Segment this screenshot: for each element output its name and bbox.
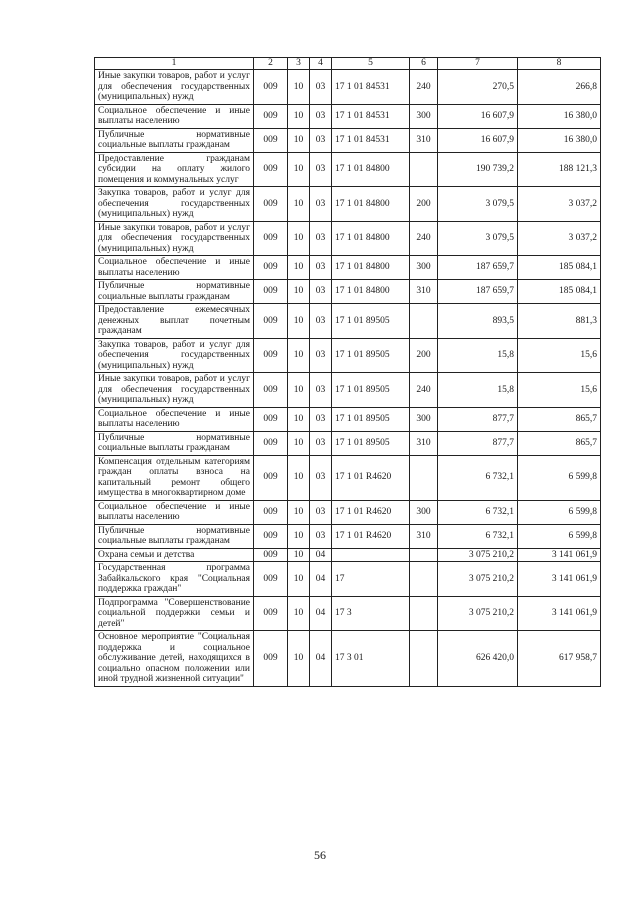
cell-ministry-code: 009 bbox=[254, 128, 288, 152]
table-row bbox=[95, 373, 601, 408]
cell-ministry-code: 009 bbox=[254, 500, 288, 524]
cell-subsection: 03 bbox=[310, 104, 332, 128]
column-header: 4 bbox=[310, 58, 332, 70]
column-header: 6 bbox=[410, 58, 438, 70]
cell-ministry-code: 009 bbox=[254, 562, 288, 597]
row-description: Компенсация отдельным категориям граждан оплаты взноса на капитальный ремонт общего имущества в многоквартирном доме bbox=[95, 455, 254, 500]
table-row bbox=[95, 596, 601, 631]
cell-amount-year2: 185 084,1 bbox=[518, 256, 601, 280]
cell-ministry-code: 009 bbox=[254, 431, 288, 455]
cell-amount-year2: 15,6 bbox=[518, 373, 601, 408]
cell-section: 10 bbox=[288, 104, 310, 128]
cell-amount-year1: 3 075 210,2 bbox=[438, 562, 518, 597]
cell-expense-type: 240 bbox=[410, 70, 438, 105]
table-row bbox=[95, 431, 601, 455]
cell-target-article: 17 1 01 84531 bbox=[332, 104, 410, 128]
cell-amount-year1: 190 739,2 bbox=[438, 152, 518, 187]
cell-subsection: 04 bbox=[310, 596, 332, 631]
cell-ministry-code: 009 bbox=[254, 373, 288, 408]
cell-target-article: 17 1 01 84800 bbox=[332, 280, 410, 304]
table-row bbox=[95, 631, 601, 687]
cell-target-article: 17 1 01 89505 bbox=[332, 407, 410, 431]
cell-target-article: 17 1 01 84531 bbox=[332, 70, 410, 105]
row-description: Предоставление гражданам субсидии на оплату жилого помещения и коммунальных услуг bbox=[95, 152, 254, 187]
table-row bbox=[95, 407, 601, 431]
cell-expense-type: 310 bbox=[410, 128, 438, 152]
cell-expense-type: 240 bbox=[410, 221, 438, 256]
row-description: Охрана семьи и детства bbox=[95, 548, 254, 562]
cell-target-article: 17 1 01 84800 bbox=[332, 221, 410, 256]
cell-expense-type bbox=[410, 152, 438, 187]
budget-table bbox=[94, 57, 601, 687]
cell-amount-year2: 3 141 061,9 bbox=[518, 548, 601, 562]
cell-amount-year1: 877,7 bbox=[438, 407, 518, 431]
cell-expense-type bbox=[410, 562, 438, 597]
table-row bbox=[95, 562, 601, 597]
cell-section: 10 bbox=[288, 152, 310, 187]
cell-subsection: 03 bbox=[310, 256, 332, 280]
cell-section: 10 bbox=[288, 596, 310, 631]
cell-target-article: 17 1 01 89505 bbox=[332, 338, 410, 373]
table-row bbox=[95, 70, 601, 105]
cell-subsection: 03 bbox=[310, 70, 332, 105]
cell-expense-type: 200 bbox=[410, 187, 438, 222]
table-header-row bbox=[95, 58, 601, 70]
cell-expense-type bbox=[410, 631, 438, 687]
table-row bbox=[95, 524, 601, 548]
cell-subsection: 03 bbox=[310, 338, 332, 373]
table-row bbox=[95, 104, 601, 128]
cell-subsection: 03 bbox=[310, 373, 332, 408]
cell-amount-year2: 3 037,2 bbox=[518, 187, 601, 222]
cell-target-article: 17 1 01 84800 bbox=[332, 187, 410, 222]
cell-target-article: 17 1 01 R4620 bbox=[332, 500, 410, 524]
row-description: Социальное обеспечение и иные выплаты населению bbox=[95, 407, 254, 431]
cell-subsection: 03 bbox=[310, 187, 332, 222]
cell-amount-year2: 6 599,8 bbox=[518, 524, 601, 548]
table-row bbox=[95, 500, 601, 524]
cell-amount-year2: 6 599,8 bbox=[518, 500, 601, 524]
cell-ministry-code: 009 bbox=[254, 280, 288, 304]
cell-expense-type: 300 bbox=[410, 256, 438, 280]
row-description: Социальное обеспечение и иные выплаты населению bbox=[95, 500, 254, 524]
cell-amount-year1: 626 420,0 bbox=[438, 631, 518, 687]
cell-amount-year2: 15,6 bbox=[518, 338, 601, 373]
cell-section: 10 bbox=[288, 280, 310, 304]
cell-section: 10 bbox=[288, 70, 310, 105]
cell-target-article: 17 bbox=[332, 562, 410, 597]
cell-subsection: 03 bbox=[310, 152, 332, 187]
cell-amount-year1: 6 732,1 bbox=[438, 455, 518, 500]
cell-amount-year2: 16 380,0 bbox=[518, 104, 601, 128]
cell-amount-year2: 865,7 bbox=[518, 431, 601, 455]
column-header: 1 bbox=[95, 58, 254, 70]
cell-expense-type bbox=[410, 304, 438, 339]
table-row bbox=[95, 455, 601, 500]
cell-section: 10 bbox=[288, 548, 310, 562]
cell-expense-type bbox=[410, 548, 438, 562]
cell-section: 10 bbox=[288, 128, 310, 152]
row-description: Иные закупки товаров, работ и услуг для обеспечения государственных (муниципальных) нужд bbox=[95, 221, 254, 256]
cell-subsection: 03 bbox=[310, 128, 332, 152]
cell-expense-type bbox=[410, 596, 438, 631]
cell-amount-year1: 3 079,5 bbox=[438, 221, 518, 256]
table-row bbox=[95, 221, 601, 256]
cell-expense-type: 200 bbox=[410, 338, 438, 373]
column-header: 7 bbox=[438, 58, 518, 70]
row-description: Предоставление ежемесячных денежных выплат почетным гражданам bbox=[95, 304, 254, 339]
cell-subsection: 04 bbox=[310, 631, 332, 687]
table-row bbox=[95, 152, 601, 187]
cell-target-article: 17 1 01 84800 bbox=[332, 256, 410, 280]
cell-amount-year1: 187 659,7 bbox=[438, 256, 518, 280]
cell-expense-type: 300 bbox=[410, 407, 438, 431]
cell-subsection: 03 bbox=[310, 280, 332, 304]
cell-expense-type: 310 bbox=[410, 280, 438, 304]
row-description: Закупка товаров, работ и услуг для обеспечения государственных (муниципальных) нужд bbox=[95, 187, 254, 222]
column-header: 3 bbox=[288, 58, 310, 70]
row-description: Государственная программа Забайкальского края "Социальная поддержка граждан" bbox=[95, 562, 254, 597]
cell-target-article: 17 1 01 84531 bbox=[332, 128, 410, 152]
cell-amount-year1: 893,5 bbox=[438, 304, 518, 339]
row-description: Социальное обеспечение и иные выплаты населению bbox=[95, 256, 254, 280]
cell-target-article: 17 1 01 R4620 bbox=[332, 524, 410, 548]
table-row bbox=[95, 280, 601, 304]
cell-target-article: 17 3 bbox=[332, 596, 410, 631]
cell-ministry-code: 009 bbox=[254, 152, 288, 187]
cell-amount-year2: 3 141 061,9 bbox=[518, 596, 601, 631]
cell-section: 10 bbox=[288, 524, 310, 548]
cell-amount-year2: 3 037,2 bbox=[518, 221, 601, 256]
cell-subsection: 03 bbox=[310, 431, 332, 455]
cell-ministry-code: 009 bbox=[254, 524, 288, 548]
cell-amount-year1: 6 732,1 bbox=[438, 524, 518, 548]
cell-section: 10 bbox=[288, 455, 310, 500]
cell-amount-year2: 188 121,3 bbox=[518, 152, 601, 187]
cell-subsection: 03 bbox=[310, 500, 332, 524]
cell-ministry-code: 009 bbox=[254, 631, 288, 687]
cell-ministry-code: 009 bbox=[254, 548, 288, 562]
cell-ministry-code: 009 bbox=[254, 221, 288, 256]
cell-section: 10 bbox=[288, 304, 310, 339]
row-description: Публичные нормативные социальные выплаты гражданам bbox=[95, 128, 254, 152]
table-row bbox=[95, 256, 601, 280]
cell-subsection: 03 bbox=[310, 407, 332, 431]
cell-section: 10 bbox=[288, 562, 310, 597]
cell-amount-year1: 3 079,5 bbox=[438, 187, 518, 222]
row-description: Публичные нормативные социальные выплаты гражданам bbox=[95, 524, 254, 548]
cell-target-article: 17 1 01 89505 bbox=[332, 431, 410, 455]
cell-ministry-code: 009 bbox=[254, 455, 288, 500]
cell-section: 10 bbox=[288, 221, 310, 256]
cell-subsection: 03 bbox=[310, 524, 332, 548]
cell-subsection: 03 bbox=[310, 455, 332, 500]
cell-amount-year2: 6 599,8 bbox=[518, 455, 601, 500]
cell-amount-year2: 16 380,0 bbox=[518, 128, 601, 152]
cell-subsection: 03 bbox=[310, 221, 332, 256]
cell-amount-year2: 185 084,1 bbox=[518, 280, 601, 304]
cell-section: 10 bbox=[288, 256, 310, 280]
table-row bbox=[95, 304, 601, 339]
cell-amount-year2: 881,3 bbox=[518, 304, 601, 339]
cell-expense-type: 310 bbox=[410, 431, 438, 455]
row-description: Социальное обеспечение и иные выплаты населению bbox=[95, 104, 254, 128]
cell-amount-year1: 3 075 210,2 bbox=[438, 548, 518, 562]
cell-target-article bbox=[332, 548, 410, 562]
cell-section: 10 bbox=[288, 631, 310, 687]
cell-subsection: 04 bbox=[310, 562, 332, 597]
cell-section: 10 bbox=[288, 338, 310, 373]
cell-target-article: 17 1 01 89505 bbox=[332, 373, 410, 408]
cell-target-article: 17 1 01 84800 bbox=[332, 152, 410, 187]
cell-amount-year2: 865,7 bbox=[518, 407, 601, 431]
cell-target-article: 17 1 01 89505 bbox=[332, 304, 410, 339]
cell-amount-year2: 3 141 061,9 bbox=[518, 562, 601, 597]
cell-ministry-code: 009 bbox=[254, 104, 288, 128]
row-description: Публичные нормативные социальные выплаты гражданам bbox=[95, 431, 254, 455]
row-description: Основное мероприятие "Социальная поддержка и социальное обслуживание детей, находящихся в социально опасном положении или иной трудной жизненной ситуации" bbox=[95, 631, 254, 687]
cell-ministry-code: 009 bbox=[254, 256, 288, 280]
table-row bbox=[95, 187, 601, 222]
cell-amount-year1: 15,8 bbox=[438, 338, 518, 373]
table-row bbox=[95, 128, 601, 152]
cell-section: 10 bbox=[288, 407, 310, 431]
column-header: 8 bbox=[518, 58, 601, 70]
cell-ministry-code: 009 bbox=[254, 338, 288, 373]
cell-section: 10 bbox=[288, 373, 310, 408]
cell-section: 10 bbox=[288, 187, 310, 222]
cell-subsection: 04 bbox=[310, 548, 332, 562]
cell-amount-year1: 15,8 bbox=[438, 373, 518, 408]
cell-amount-year1: 187 659,7 bbox=[438, 280, 518, 304]
row-description: Иные закупки товаров, работ и услуг для обеспечения государственных (муниципальных) нужд bbox=[95, 373, 254, 408]
page-number: 56 bbox=[314, 848, 326, 862]
cell-expense-type: 310 bbox=[410, 524, 438, 548]
cell-amount-year2: 617 958,7 bbox=[518, 631, 601, 687]
cell-expense-type: 300 bbox=[410, 500, 438, 524]
cell-amount-year1: 877,7 bbox=[438, 431, 518, 455]
cell-subsection: 03 bbox=[310, 304, 332, 339]
row-description: Закупка товаров, работ и услуг для обеспечения государственных (муниципальных) нужд bbox=[95, 338, 254, 373]
cell-expense-type: 240 bbox=[410, 373, 438, 408]
cell-amount-year1: 6 732,1 bbox=[438, 500, 518, 524]
table-row bbox=[95, 548, 601, 562]
cell-amount-year1: 16 607,9 bbox=[438, 128, 518, 152]
row-description: Подпрограмма "Совершенствование социальной поддержки семьи и детей" bbox=[95, 596, 254, 631]
cell-ministry-code: 009 bbox=[254, 596, 288, 631]
cell-section: 10 bbox=[288, 500, 310, 524]
cell-expense-type: 300 bbox=[410, 104, 438, 128]
cell-target-article: 17 3 01 bbox=[332, 631, 410, 687]
column-header: 2 bbox=[254, 58, 288, 70]
cell-expense-type bbox=[410, 455, 438, 500]
cell-amount-year2: 266,8 bbox=[518, 70, 601, 105]
cell-section: 10 bbox=[288, 431, 310, 455]
cell-target-article: 17 1 01 R4620 bbox=[332, 455, 410, 500]
column-header: 5 bbox=[332, 58, 410, 70]
cell-ministry-code: 009 bbox=[254, 70, 288, 105]
cell-ministry-code: 009 bbox=[254, 304, 288, 339]
cell-ministry-code: 009 bbox=[254, 187, 288, 222]
row-description: Публичные нормативные социальные выплаты гражданам bbox=[95, 280, 254, 304]
row-description: Иные закупки товаров, работ и услуг для обеспечения государственных (муниципальных) нужд bbox=[95, 70, 254, 105]
table-row bbox=[95, 338, 601, 373]
cell-amount-year1: 270,5 bbox=[438, 70, 518, 105]
cell-ministry-code: 009 bbox=[254, 407, 288, 431]
cell-amount-year1: 16 607,9 bbox=[438, 104, 518, 128]
cell-amount-year1: 3 075 210,2 bbox=[438, 596, 518, 631]
